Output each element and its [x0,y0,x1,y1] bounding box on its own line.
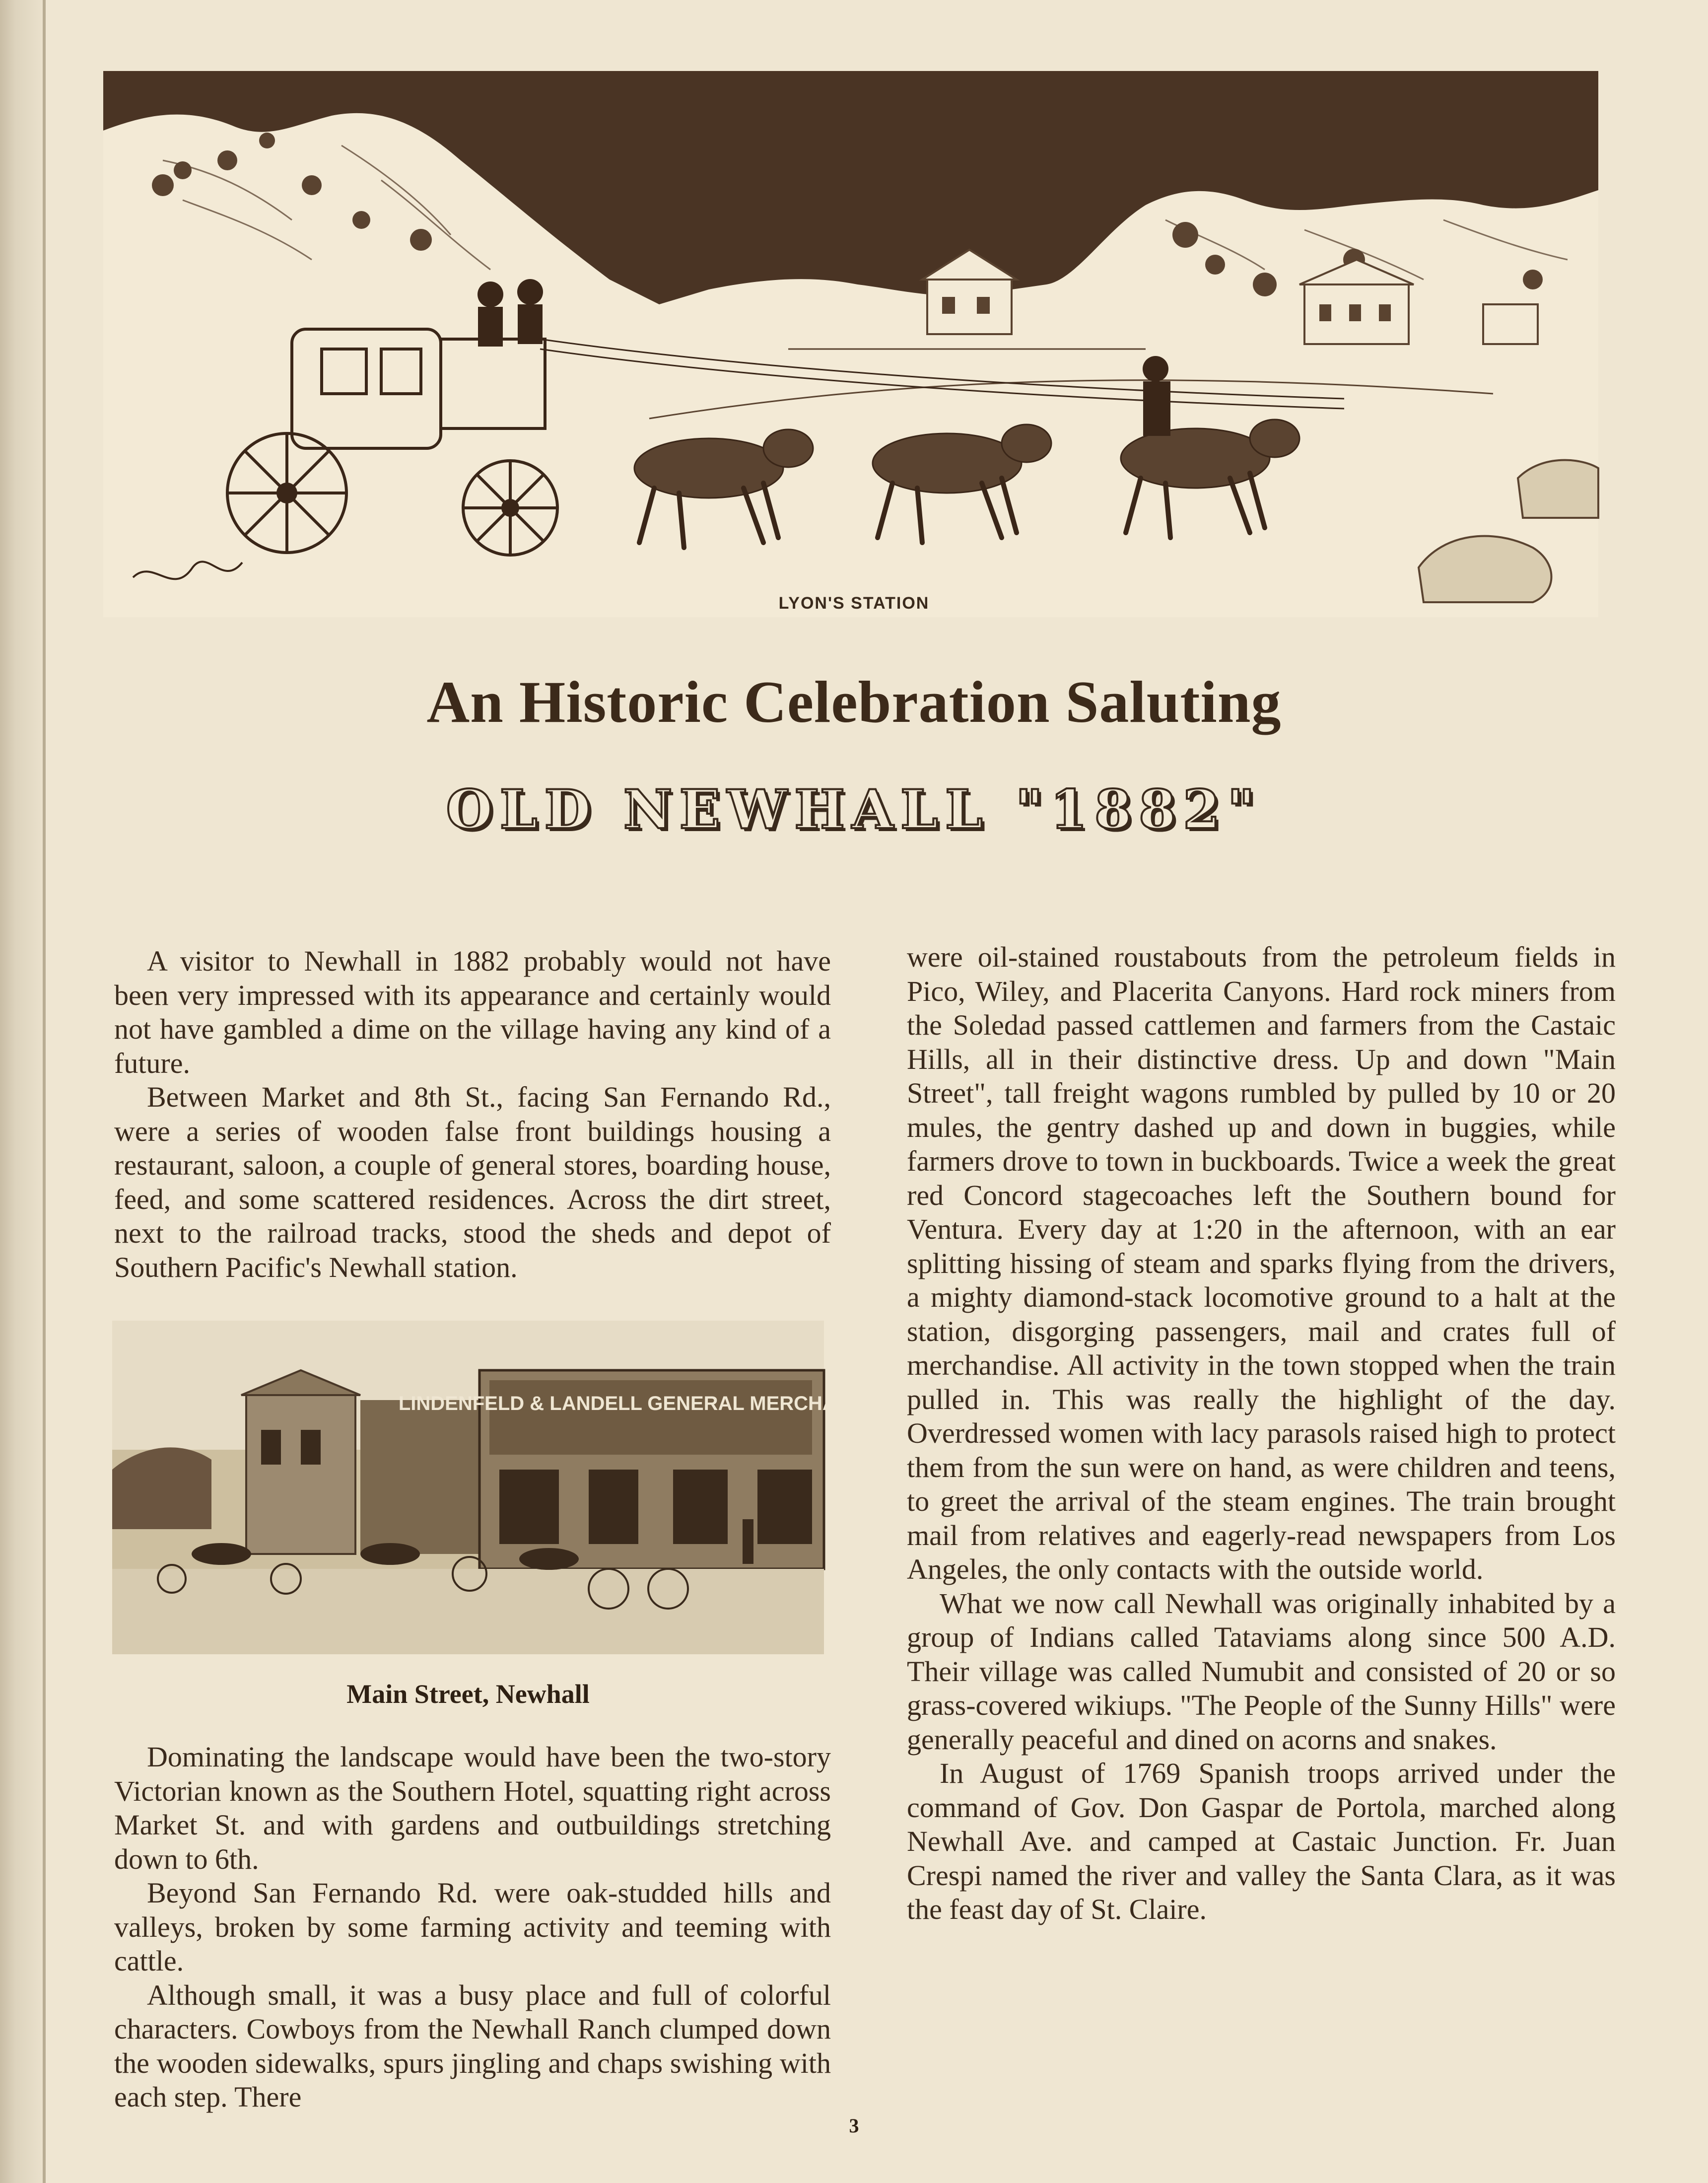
illustration-caption: LYON'S STATION [778,594,930,613]
left-column-bottom [114,1740,831,2114]
left-column-top [114,944,831,1284]
paragraph: What we now call Newhall was originally inhabited by a group of Indians called Tataviams along since 500 A.D. Their village was called Numubit and consisted of 20 or so grass-covered wikiups. "The People of the Sunny Hills" were generally peaceful and dined on acorns and snakes. [907,1587,1616,1756]
paragraph: were oil-stained roustabouts from the petroleum fields in Pico, Wiley, and Placerita Canyons. Hard rock miners from the Soledad passed cattlemen and farmers from the Castaic Hills, all in their distinctive dress. Up and down "Main Street", tall freight wagons rumbled by pulled by 10 or 20 mules, the gentry dashed up and down in buggies, while farmers drove to town in buckboards. Twice a week the great red Concord stagecoaches left the Southern bound for Ventura. Every day at 1:20 in the afternoon, with an ear splitting hissing of steam and sparks flying from the drivers, a mighty diamond-stack locomotive ground to a halt at the station, disgorging passengers, mail and crates full of merchandise. All activity in the town stopped when the train pulled in. This was really the highlight of the day. Overdressed women with lacy parasols raised high to protect them from the sun were on hand, as were children and teens, to greet the arrival of the steam engines. The train brought mail from relatives and eagerly-read newspapers from Los Angeles, the only contacts with the outside world. [907,941,1616,1585]
page-title: An Historic Celebration Saluting [426,669,1282,735]
right-column [907,940,1616,1927]
paragraph: In August of 1769 Spanish troops arrived under the command of Gov. Don Gaspar de Portola, marched along Newhall Ave. and camped at Castaic Junction. Fr. Juan Crespi named the river and valley the Santa Clara, as it was the feast day of St. Claire. [907,1757,1616,1925]
paragraph: Dominating the landscape would have been the two-story Victorian known as the Southern Hotel, squatting right across Market St. and with gardens and outbuildings stretching down to 6th. [114,1741,831,1875]
paragraph: Between Market and 8th St., facing San Fernando Rd., were a series of wooden false front buildings housing a restaurant, saloon, a couple of general stores, boarding house, feed, and some scattered residences. Across the dirt street, next to the railroad tracks, stood the sheds and depot of Southern Pacific's Newhall station. [114,1081,831,1283]
main-street-photo [112,1321,903,1654]
paragraph: Beyond San Fernando Rd. were oak-studded hills and valleys, broken by some farming activity and teeming with cattle. [114,1877,831,1977]
lyons-station-illustration [103,71,1598,617]
store-sign: LINDENFELD & LANDELL GENERAL MERCHANDISE. [398,1393,903,1414]
book-spine [0,0,45,2183]
page-number: 3 [849,2114,859,2137]
subtitle-old-newhall: OLD NEWHALL "1882" [446,778,1262,841]
photo-caption: Main Street, Newhall [346,1679,590,1709]
paragraph: Although small, it was a busy place and full of colorful characters. Cowboys from the Newhall Ranch clumped down the wooden sidewalks, spurs jingling and chaps swishing with each step. There [114,1978,831,2113]
page-edge [43,0,46,2183]
paragraph: A visitor to Newhall in 1882 probably would not have been very impressed with its appearance and certainly would not have gambled a dime on the village having any kind of a future. [114,945,831,1079]
